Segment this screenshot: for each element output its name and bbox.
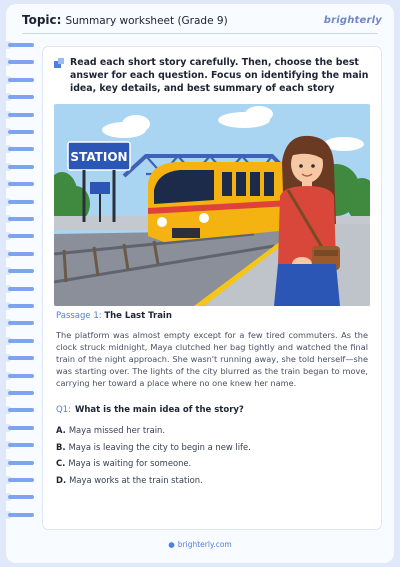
spiral-ring xyxy=(4,266,34,276)
station-sign-text: STATION xyxy=(70,150,128,164)
spiral-ring xyxy=(4,440,34,450)
answer-option-b[interactable] xyxy=(56,439,366,456)
spiral-ring xyxy=(4,110,34,120)
spiral-ring xyxy=(4,249,34,259)
passage-text: The platform was almost empty except for a few tired commuters. As the clock struck midnight, Maya clutched her bag tightly and watched the final train of the night approach. She wasn't running away, she told herself—she was starting over. The lights of the city blurred as the train began to move, carrying her toward a place where no one knew her name. xyxy=(56,330,368,388)
question-heading xyxy=(56,405,244,415)
spiral-ring xyxy=(4,475,34,485)
passage-label: Passage 1: xyxy=(56,311,102,321)
brand-logo: brighterly xyxy=(323,14,382,26)
location-pin-icon: ● xyxy=(168,540,175,549)
spiral-ring xyxy=(4,57,34,67)
spiral-ring xyxy=(4,40,34,50)
spiral-ring xyxy=(4,144,34,154)
footer-link[interactable]: brighterly.com xyxy=(177,540,232,549)
spiral-ring xyxy=(4,284,34,294)
spiral-ring xyxy=(4,336,34,346)
spiral-ring xyxy=(4,405,34,415)
spiral-binding xyxy=(0,40,40,540)
footer xyxy=(0,540,400,549)
spiral-ring xyxy=(4,388,34,398)
train-station-illustration xyxy=(54,104,370,306)
spiral-ring xyxy=(4,318,34,328)
spiral-ring xyxy=(4,197,34,207)
answer-options xyxy=(56,422,366,488)
option-text: Maya is leaving the city to begin a new life. xyxy=(68,441,251,452)
option-text: Maya works at the train station. xyxy=(69,474,203,485)
spiral-ring xyxy=(4,214,34,224)
option-letter: B. xyxy=(56,441,66,452)
spiral-ring xyxy=(4,423,34,433)
option-letter: A. xyxy=(56,425,66,435)
header-divider xyxy=(22,33,378,34)
spiral-ring xyxy=(4,458,34,468)
instructions-icon xyxy=(54,58,64,68)
option-letter: C. xyxy=(56,458,66,468)
worksheet-header xyxy=(22,8,382,32)
spiral-ring xyxy=(4,301,34,311)
topic-label: Topic: xyxy=(22,13,62,27)
topic-value: Summary worksheet (Grade 9) xyxy=(65,15,228,27)
spiral-ring xyxy=(4,510,34,520)
spiral-ring xyxy=(4,353,34,363)
instructions-text: Read each short story carefully. Then, choose the best answer for each question. Focus on identifying the main idea, key details, and best summary of each story xyxy=(70,57,369,94)
spiral-ring xyxy=(4,231,34,241)
answer-option-d[interactable] xyxy=(56,472,366,489)
option-text: Maya missed her train. xyxy=(68,425,166,435)
spiral-ring xyxy=(4,75,34,85)
spiral-ring xyxy=(4,92,34,102)
spiral-ring xyxy=(4,127,34,137)
answer-option-c[interactable] xyxy=(56,455,366,472)
topic xyxy=(22,13,228,27)
spiral-ring xyxy=(4,371,34,381)
instructions-block xyxy=(54,56,372,95)
question-label: Q1: xyxy=(56,405,71,415)
spiral-ring xyxy=(4,162,34,172)
spiral-ring xyxy=(4,179,34,189)
option-text: Maya is waiting for someone. xyxy=(68,458,192,468)
passage-title: The Last Train xyxy=(104,311,172,321)
option-letter: D. xyxy=(56,474,67,485)
question-text: What is the main idea of the story? xyxy=(74,405,244,415)
passage-heading xyxy=(56,311,172,321)
spiral-ring xyxy=(4,492,34,502)
answer-option-a[interactable] xyxy=(56,422,366,439)
